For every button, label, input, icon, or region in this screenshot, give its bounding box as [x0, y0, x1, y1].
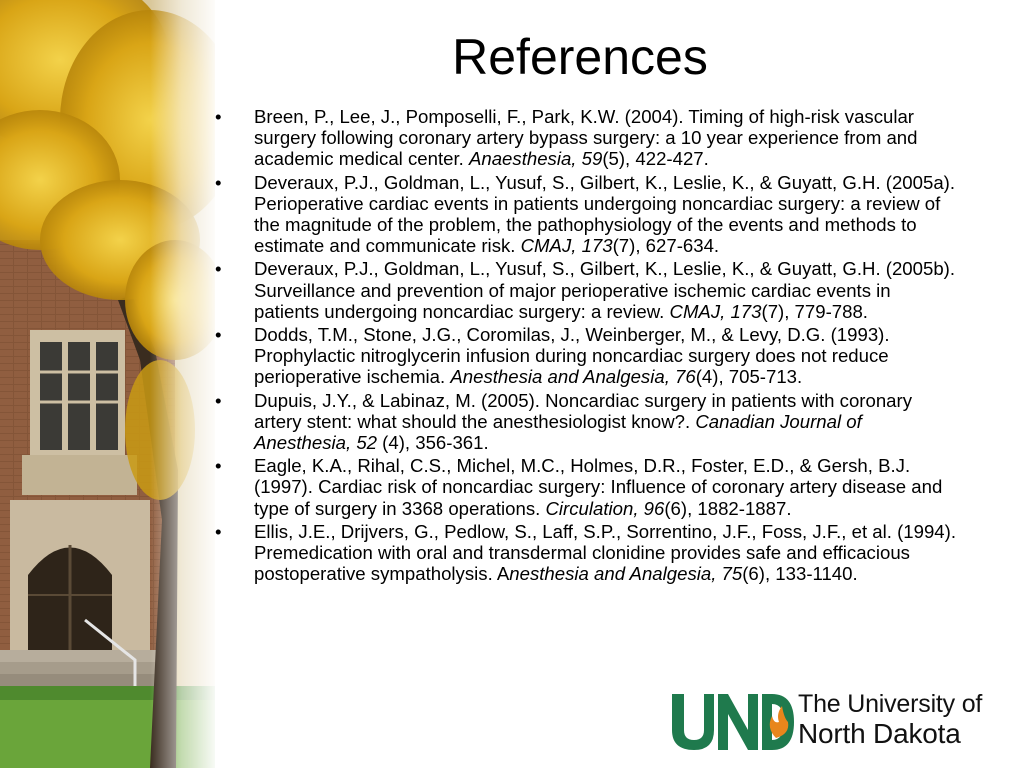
und-logo-mark	[668, 688, 796, 752]
logo-state-line: North Dakota	[798, 718, 961, 749]
reference-list	[212, 106, 957, 586]
reference-item: • Dupuis, J.Y., & Labinaz, M. (2005). Noncardiac surgery in patients with coronary artery stent: what should the anesthesiologist know?. Canadian Journal of Anesthesia, 52 (4), 356-361.	[212, 390, 957, 454]
reference-item: • Dodds, T.M., Stone, J.G., Coromilas, J., Weinberger, M., & Levy, D.G. (1993). Prophylactic nitroglycerin infusion during noncardiac surgery does not reduce perioperative ischemia. Anesthesia and Analgesia, 76(4), 705-713.	[212, 324, 957, 388]
reference-item: • Deveraux, P.J., Goldman, L., Yusuf, S., Gilbert, K., Leslie, K., & Guyatt, G.H. (2005a). Perioperative cardiac events in patients undergoing noncardiac surgery: a review of the magnitude of the problem, the pathophysiology of the events and methods to estimate and communicate risk. CMAJ, 173(7), 627-634.	[212, 172, 957, 257]
reference-item: • Ellis, J.E., Drijvers, G., Pedlow, S., Laff, S.P., Sorrentino, J.F., Foss, J.F., et al. (1994). Premedication with oral and transdermal clonidine provides safe and efficacious postoperative sympatholysis. Anesthesia and Analgesia, 75(6), 133-1140.	[212, 521, 957, 585]
reference-item: • Eagle, K.A., Rihal, C.S., Michel, M.C., Holmes, D.R., Foster, E.D., & Gersh, B.J. (1997). Cardiac risk of noncardiac surgery: Influence of coronary artery disease and type of surgery in 3368 operations. Circulation, 96(6), 1882-1887.	[212, 455, 957, 519]
photo-fade	[150, 0, 220, 768]
slide-title: References	[452, 29, 708, 85]
reference-item: • Breen, P., Lee, J., Pomposelli, F., Park, K.W. (2004). Timing of high-risk vascular surgery following coronary artery bypass surgery: a 10 year experience from and academic medical center. Anaesthesia, 59(5), 422-427.	[212, 106, 957, 170]
reference-item: • Deveraux, P.J., Goldman, L., Yusuf, S., Gilbert, K., Leslie, K., & Guyatt, G.H. (2005b). Surveillance and prevention of major perioperative ischemic cardiac events in patients undergoing noncardiac surgery: a review. CMAJ, 173(7), 779-788.	[212, 258, 957, 322]
logo-university-line: The University of	[798, 690, 983, 718]
und-logo	[668, 688, 998, 752]
